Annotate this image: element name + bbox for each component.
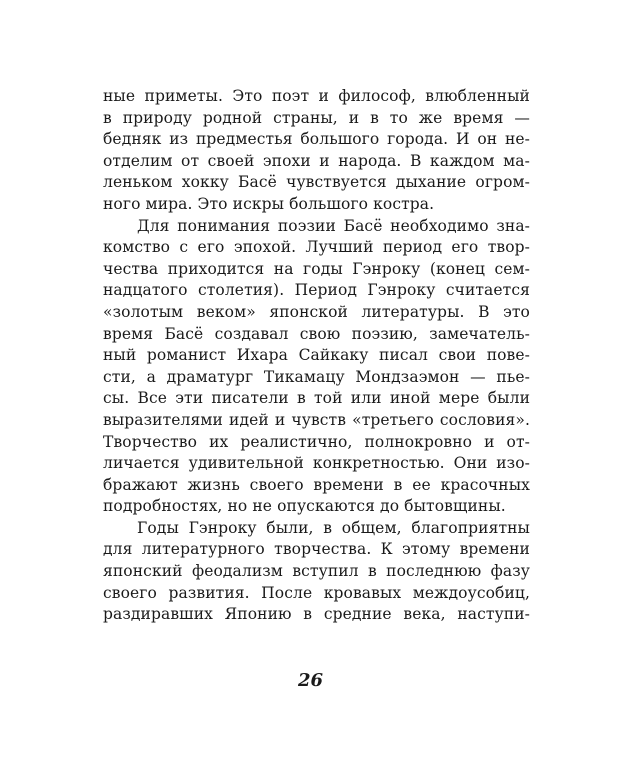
page-number: 26 bbox=[297, 670, 324, 691]
text-line-19: бражают жизнь своего времени в ее красочных bbox=[103, 475, 530, 494]
text-line-16: выразителями идей и чувств «третьего сословия». bbox=[103, 410, 530, 429]
text-line-8: комство с его эпохой. Лучший период его твор- bbox=[103, 238, 530, 257]
text-line-25: раздиравших Японию в средние века, наступи- bbox=[103, 605, 530, 624]
text-line-17: Творчество их реалистично, полнокровно и от- bbox=[103, 432, 530, 451]
text-line-10: надцатого столетия). Период Гэнроку считается bbox=[103, 281, 530, 300]
text-line-4: отделим от своей эпохи и народа. В каждом ма- bbox=[103, 151, 530, 170]
text-line-20: подробностях, но не опускаются до бытовщины. bbox=[103, 497, 506, 516]
page-body bbox=[103, 86, 530, 626]
text-line-13: ный романист Ихара Сайкаку писал свои пове- bbox=[103, 346, 530, 365]
text-line-24: своего развития. После кровавых междоусобиц, bbox=[103, 583, 530, 602]
text-line-5: леньком хокку Басё чувствуется дыхание огром- bbox=[103, 173, 530, 192]
text-line-18: личается удивительной конкретностью. Они изо- bbox=[103, 454, 530, 473]
text-line-12: время Басё создавал свою поэзию, замечатель- bbox=[103, 324, 530, 343]
text-line-21: Годы Гэнроку были, в общем, благоприятны bbox=[137, 518, 530, 537]
text-line-7: Для понимания поэзии Басё необходимо зна- bbox=[137, 216, 530, 235]
text-line-2: в природу родной страны, и в то же время — bbox=[103, 108, 530, 127]
text-line-6: ного мира. Это искры большого костра. bbox=[103, 194, 435, 213]
text-line-9: чества приходится на годы Гэнроку (конец сем- bbox=[103, 259, 530, 278]
text-line-1: ные приметы. Это поэт и философ, влюбленный bbox=[103, 87, 530, 105]
text-line-14: сти, а драматург Тикамацу Мондзаэмон — пье- bbox=[103, 367, 530, 386]
text-line-15: сы. Все эти писатели в той или иной мере были bbox=[103, 389, 530, 408]
text-line-11: «золотым веком» японской литературы. В это bbox=[103, 302, 530, 321]
text-line-22: для литературного творчества. К этому времени bbox=[103, 540, 530, 559]
text-line-23: японский феодализм вступил в последнюю фазу bbox=[103, 562, 530, 581]
text-line-3: бедняк из предместья большого города. И он не- bbox=[103, 130, 530, 149]
